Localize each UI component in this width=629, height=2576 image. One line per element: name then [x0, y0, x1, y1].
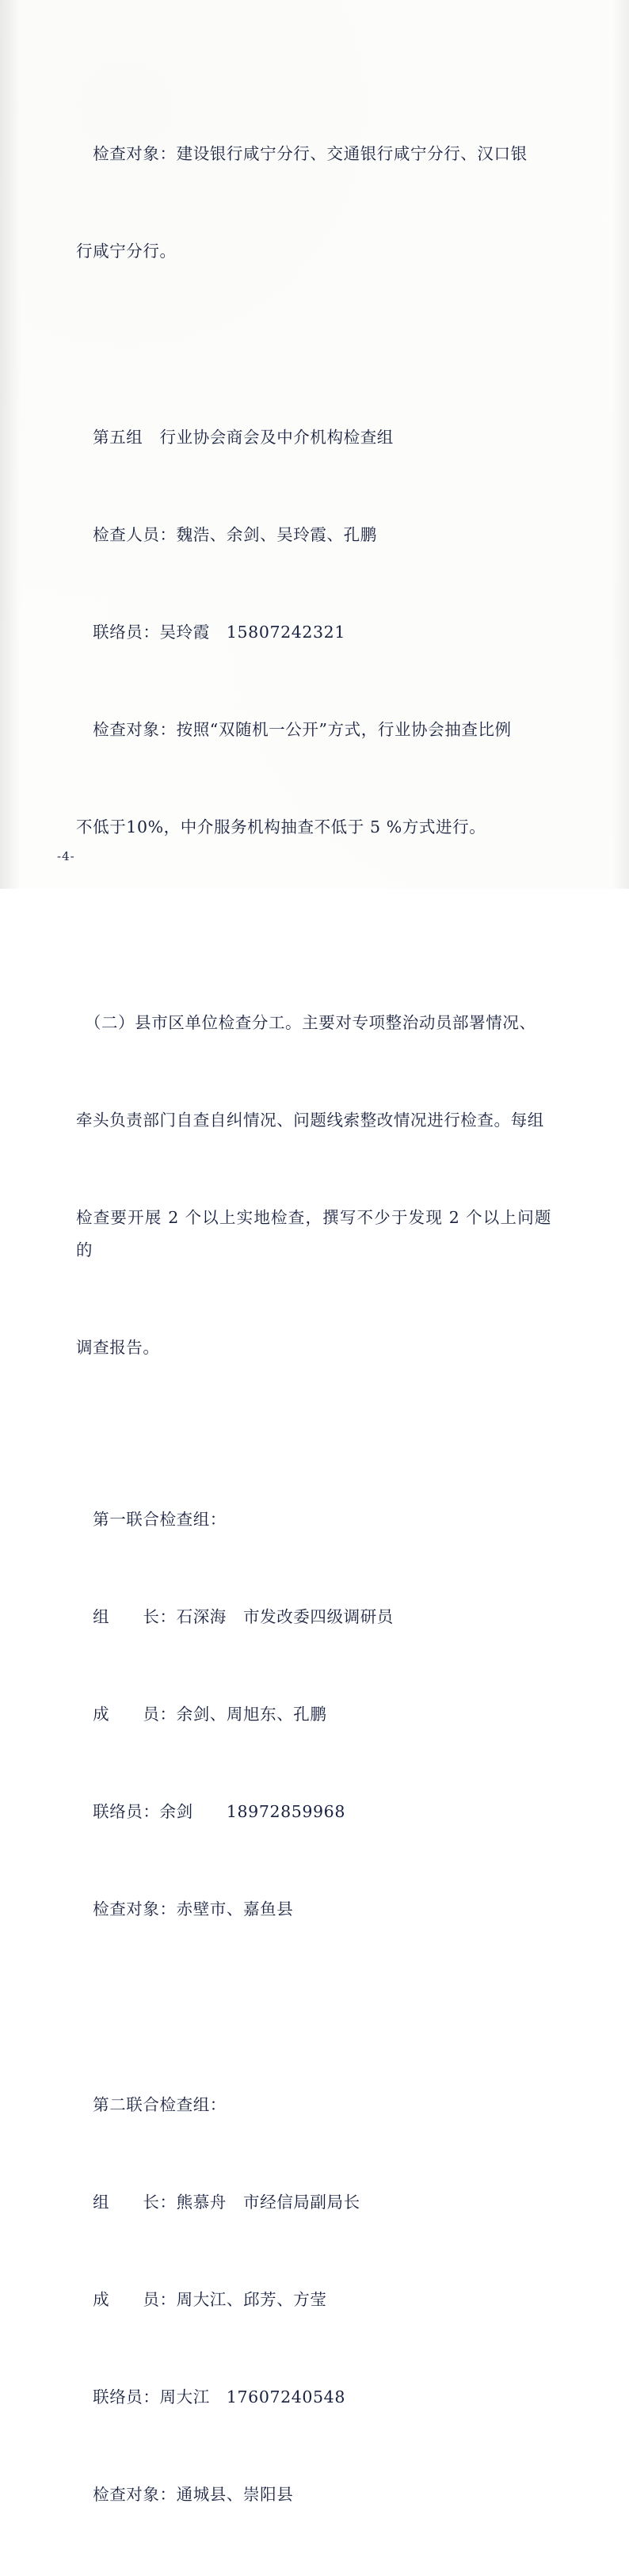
spacer [76, 1429, 551, 1439]
spacer [76, 333, 551, 356]
text-line: 第二联合检查组： [76, 2095, 227, 2114]
text-line: 牵头负责部门自查自纠情况、问题线索整改情况进行检查。每组 [76, 1111, 544, 1130]
text-line: 检查人员：魏浩、余剑、吴玲霞、孔鹏 [76, 525, 377, 544]
spacer [76, 1991, 551, 2024]
text-line: 第五组 行业协会商会及中介机构检查组 [76, 428, 394, 447]
text-line: 联络员：余剑 18972859968 [76, 1802, 345, 1821]
spacer [76, 909, 551, 942]
text-line: 成 员：余剑、周旭东、孔鹏 [76, 1705, 327, 1724]
paragraph-joint-group-two [76, 2024, 551, 2576]
text-line: （二）县市区单位检查分工。主要对专项整治动员部署情况、 [76, 1013, 536, 1032]
text-line: 检查要开展 2 个以上实地检查，撰写不少于发现 2 个以上问题的 [76, 1208, 551, 1259]
document-body [76, 73, 551, 2576]
paragraph-joint-group-one [76, 1439, 551, 1991]
paragraph-inspection-target-bank [76, 73, 551, 333]
text-line: 检查对象：赤壁市、嘉鱼县 [76, 1900, 294, 1919]
text-line: 联络员：周大江 17607240548 [76, 2387, 345, 2406]
text-line: 组 长：石深海 市发改委四级调研员 [76, 1607, 394, 1626]
text-line: 成 员：周大江、邱芳、方莹 [76, 2290, 327, 2309]
text-line: 检查对象：通城县、崇阳县 [76, 2485, 294, 2504]
text-line: 组 长：熊慕舟 市经信局副局长 [76, 2193, 360, 2212]
text-line: 行咸宁分行。 [76, 242, 177, 261]
text-line: 联络员：吴玲霞 15807242321 [76, 623, 345, 642]
page-number: -4- [57, 849, 75, 863]
text-line: 第一联合检查组： [76, 1510, 227, 1529]
paragraph-group-five [76, 356, 551, 909]
text-line: 调查报告。 [76, 1338, 160, 1357]
text-line: 不低于10%，中介服务机构抽查不低于 5 %方式进行。 [76, 817, 486, 836]
text-line: 检查对象：建设银行咸宁分行、交通银行咸宁分行、汉口银 [76, 144, 528, 163]
paragraph-county-division [76, 942, 551, 1429]
text-line: 检查对象：按照“双随机一公开”方式，行业协会抽查比例 [76, 720, 512, 739]
